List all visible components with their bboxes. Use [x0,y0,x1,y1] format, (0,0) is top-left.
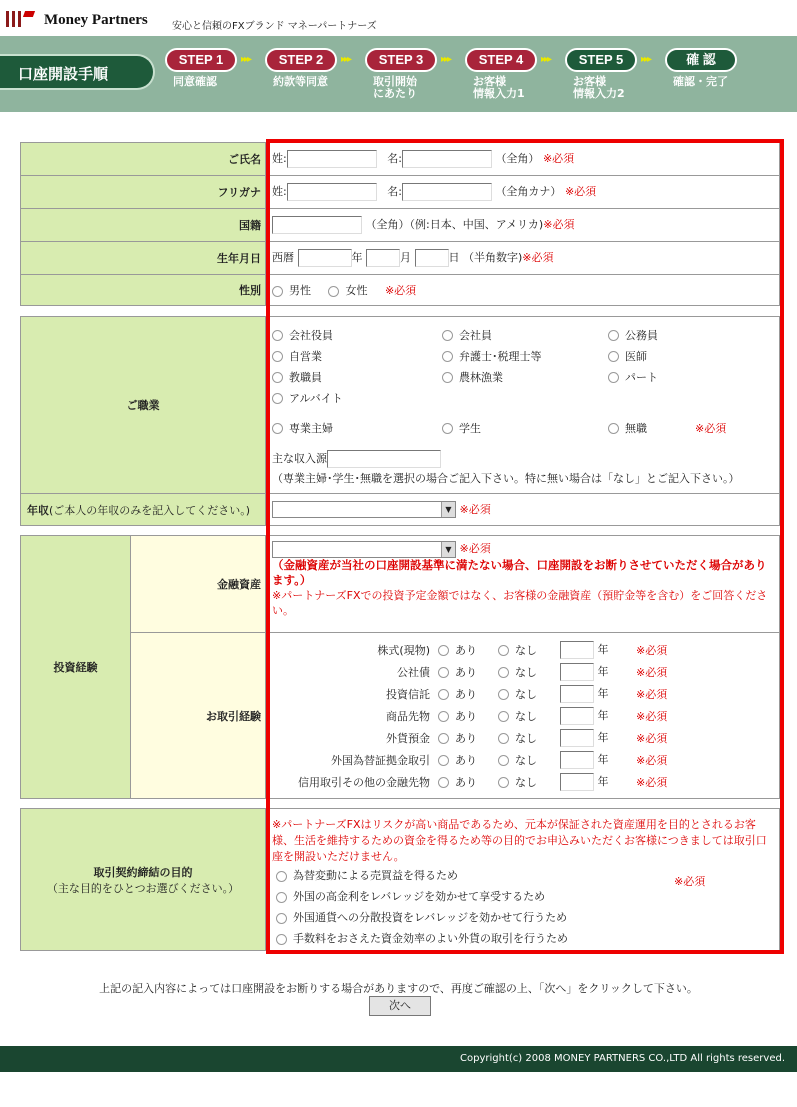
step-pill: 確 認 [665,48,737,72]
top-bar [0,0,797,36]
annual-income-title: 年収 [27,503,49,517]
kana-label: フリガナ [21,176,266,209]
option-label: あり [455,775,477,789]
experience-years-input[interactable] [560,729,594,747]
income-source-label: 主な収入源 [272,451,327,465]
birthdate-label: 生年月日 [21,242,266,275]
option-label: パート [625,370,658,384]
nationality-input[interactable] [272,216,362,234]
radio[interactable] [498,667,509,678]
option-label: 教職員 [289,370,322,384]
annual-income-label [21,494,266,526]
confirmation-note: 上記の記入内容によっては口座開設をお断りする場合がありますので、再度ご確認の上、「次へ」をクリックして下さい。 [99,982,698,995]
option-label: 外国通貨への分散投資をレバレッジを効かせて行うため [293,911,568,924]
experience-item: 信用取引その他の金融先物 [298,775,430,789]
radio[interactable] [438,689,449,700]
option-label: あり [455,753,477,767]
arrow-icon: ▸▸▸ [241,54,251,65]
occupation-option[interactable] [608,327,768,343]
radio[interactable] [276,934,287,945]
investment-table [20,535,780,799]
option-label: 女性 [345,284,368,297]
experience-row [266,661,773,683]
radio[interactable] [438,667,449,678]
radio[interactable] [438,711,449,722]
radio[interactable] [438,733,449,744]
option-label: アルバイト [289,391,343,405]
required-mark: ※必須 [636,731,668,745]
purpose-warning: ※パートナーズFXはリスクが高い商品であるため、元本が保証された資産運用を目的とされるお客様、生活を維持するための資金を得るため等の目的でお申込みいただくお客様につきましては取引口座を開設いただけません。 [272,818,767,863]
option-label: あり [455,731,477,745]
experience-yes-radio[interactable] [438,774,498,790]
step-label: お客様 情報入力2 [573,75,625,100]
experience-label: お取引経験 [131,633,266,799]
copyright: Copyright(c) 2008 MONEY PARTNERS CO.,LTD All rights reserved. [0,1046,797,1072]
year-label: 年 [597,708,609,722]
income-source-note: （専業主婦･学生･無職を選択の場合ご記入下さい。特に無い場合は「なし」とご記入下さい。） [272,471,740,485]
arrow-icon: ▸▸▸ [441,54,451,65]
experience-item: 外貨預金 [386,731,430,745]
step-2 [265,48,337,88]
radio[interactable] [438,777,449,788]
hint: （全角カナ） [495,185,562,198]
occupation-option[interactable] [608,348,768,364]
experience-row [266,639,773,661]
step-4 [465,48,537,100]
occupation-option[interactable] [272,369,442,385]
experience-row [266,705,773,727]
radio[interactable] [498,733,509,744]
experience-no-radio[interactable] [498,708,560,724]
experience-row [266,727,773,749]
step-navigation [0,36,797,112]
assets-warning: （金融資産が当社の口座開設基準に満たない場合、口座開設をお断りさせていただく場合があります。） [272,557,767,587]
radio[interactable] [272,372,283,383]
radio[interactable] [442,423,453,434]
required-mark: ※必須 [636,665,668,679]
option-label: 会社役員 [289,328,333,342]
radio[interactable] [442,351,453,362]
required-mark: ※必須 [542,152,575,165]
purpose-title: 取引契約締結の目的 [93,865,193,879]
required-mark: ※必須 [459,502,491,516]
assets-note: ※パートナーズFXでの投資予定金額ではなく、お客様の金融資産（預貯金等を含む）をご回答ください。 [272,588,768,617]
purpose-option[interactable] [272,928,773,949]
first-name-input[interactable] [402,150,492,168]
radio[interactable] [272,423,283,434]
experience-years [560,641,636,659]
step-label: 取引開始 にあたり [373,75,417,100]
option-label: 自営業 [289,349,322,363]
required-mark: ※必須 [636,709,668,723]
month-label: 月 [400,251,411,264]
last-name-kana-input[interactable] [287,183,377,201]
year-label: 年 [597,774,609,788]
required-mark: ※必須 [636,775,668,789]
birth-year-label: 年 [351,251,363,264]
experience-years [560,685,636,703]
option-label: なし [515,687,537,701]
option-label: 為替変動による売買益を得るため [293,869,458,882]
radio[interactable] [272,351,283,362]
experience-no-radio[interactable] [498,752,560,768]
mei-label: 名: [387,152,402,165]
option-label: 無職 [625,421,647,435]
investment-label: 投資経験 [21,536,131,799]
required-mark: ※必須 [543,218,575,231]
purpose-label [21,809,266,951]
year-label: 年 [597,664,609,678]
option-label: あり [455,709,477,723]
experience-item: 株式(現物) [377,643,430,657]
option-label: 専業主婦 [289,421,333,435]
procedure-title: 口座開設手順 [0,54,155,90]
mei-label: 名: [387,185,402,198]
step-label: 約款等同意 [273,75,328,88]
income-source-input[interactable] [327,450,441,468]
experience-years-input[interactable] [560,707,594,725]
option-label: なし [515,643,537,657]
experience-no-radio[interactable] [498,774,560,790]
hint: （全角） [495,152,540,165]
radio[interactable] [608,372,619,383]
arrow-icon: ▸▸▸ [641,54,651,65]
step-pill: STEP 1 [165,48,237,72]
option-label: あり [455,643,477,657]
step-6 [665,48,737,88]
option-label: 外国の高金利をレバレッジを効かせて享受するため [293,890,546,903]
experience-yes-radio[interactable] [438,730,498,746]
year-label: 年 [597,752,609,766]
radio[interactable] [272,330,283,341]
experience-yes-radio[interactable] [438,664,498,680]
required-mark: ※必須 [564,185,597,198]
chevron-down-icon: ▼ [441,542,455,557]
step-pill: STEP 3 [365,48,437,72]
step-label: お客様 情報入力1 [473,75,525,100]
occupation-option[interactable] [442,369,608,385]
radio[interactable] [498,777,509,788]
experience-years-input[interactable] [560,685,594,703]
required-mark: ※必須 [459,542,491,555]
experience-row [266,771,773,793]
assets-select[interactable] [272,541,456,558]
option-label: あり [455,665,477,679]
option-label: なし [515,709,537,723]
option-label: 学生 [459,421,481,435]
experience-row [266,749,773,771]
chevron-down-icon: ▼ [441,502,455,517]
option-label: 手数料をおさえた資金効率のよい外貨の取引を行うため [293,932,568,945]
experience-years-input[interactable] [560,641,594,659]
era-label: 西暦 [272,251,294,264]
year-label: 年 [597,686,609,700]
personal-info-table [20,142,780,306]
radio[interactable] [608,330,619,341]
required-mark: ※必須 [636,753,668,767]
gender-male-radio[interactable] [272,286,283,297]
tagline: 安心と信頼のFXブランド マネーパートナーズ [172,21,377,32]
radio[interactable] [276,913,287,924]
required-mark: ※必須 [522,251,554,264]
option-label: なし [515,731,537,745]
experience-item: 商品先物 [386,709,430,723]
option-label: 公務員 [625,328,658,342]
experience-years-input[interactable] [560,773,594,791]
experience-years-input[interactable] [560,663,594,681]
step-5 [565,48,637,100]
occupation-option[interactable] [608,369,768,385]
experience-item: 外国為替証拠金取引 [331,753,430,767]
required-mark: ※必須 [636,643,668,657]
purpose-option[interactable] [272,907,773,928]
logo-icon [6,9,40,29]
step-label: 同意確認 [173,75,217,88]
experience-years [560,751,636,769]
occupation-option[interactable] [442,327,608,343]
name-label: ご氏名 [21,143,266,176]
step-1 [165,48,237,88]
arrow-icon: ▸▸▸ [341,54,351,65]
hint: （全角）（例:日本、中国、アメリカ) [365,218,544,231]
experience-yes-radio[interactable] [438,642,498,658]
year-label: 年 [597,730,609,744]
radio[interactable] [272,393,283,404]
step-pill: STEP 2 [265,48,337,72]
option-label: 弁護士･税理士等 [459,349,542,363]
step-label: 確認・完了 [673,75,728,88]
option-label: 会社員 [459,328,492,342]
sei-label: 姓: [272,152,287,165]
option-label: なし [515,665,537,679]
experience-row [266,683,773,705]
sei-label: 姓: [272,185,287,198]
experience-no-radio[interactable] [498,730,560,746]
required-mark: ※必須 [384,284,417,297]
radio[interactable] [498,645,509,656]
radio[interactable] [608,351,619,362]
nationality-label: 国籍 [21,209,266,242]
birth-day-input[interactable] [415,249,449,267]
occupation-table [20,316,780,526]
occupation-option[interactable] [442,348,608,364]
experience-yes-radio[interactable] [438,708,498,724]
radio[interactable] [276,892,287,903]
arrow-icon: ▸▸▸ [541,54,551,65]
radio[interactable] [498,711,509,722]
birth-year-input[interactable] [298,249,352,267]
option-label: あり [455,687,477,701]
option-label: 男性 [289,284,311,297]
radio[interactable] [498,689,509,700]
occupation-option[interactable] [272,327,442,343]
year-label: 年 [597,642,609,656]
annual-income-select[interactable] [272,501,456,518]
experience-years [560,729,636,747]
radio[interactable] [276,871,287,882]
step-pill: STEP 5 [565,48,637,72]
radio[interactable] [608,423,619,434]
experience-item: 公社債 [397,665,430,679]
experience-item: 投資信託 [386,687,430,701]
step-3 [365,48,437,100]
occupation-option[interactable] [272,348,442,364]
radio[interactable] [438,645,449,656]
radio[interactable] [442,372,453,383]
day-label: 日 [448,251,460,264]
option-label: 医師 [625,349,647,363]
required-mark: ※必須 [636,687,668,701]
step-pill: STEP 4 [465,48,537,72]
purpose-option[interactable] [272,886,773,907]
assets-label: 金融資産 [131,536,266,633]
occupation-option[interactable] [608,420,768,436]
last-name-input[interactable] [287,150,377,168]
experience-years-input[interactable] [560,751,594,769]
annual-income-note: (ご本人の年収のみを記入してください。) [49,503,251,517]
required-mark: ※必須 [695,421,727,435]
experience-yes-radio[interactable] [438,752,498,768]
logo[interactable]: Money Partners [44,12,148,28]
option-label: 農林漁業 [459,370,503,384]
purpose-table [20,808,780,951]
gender-label: 性別 [21,275,266,306]
hint: （半角数字) [463,251,523,264]
occupation-option[interactable] [442,420,608,436]
occupation-label: ご職業 [21,317,266,494]
first-name-kana-input[interactable] [402,183,492,201]
purpose-subtitle: （主な目的をひとつお選びください。） [46,881,240,895]
option-label: なし [515,753,537,767]
experience-years [560,773,636,791]
occupation-option[interactable] [272,420,442,436]
experience-years [560,707,636,725]
experience-no-radio[interactable] [498,686,560,702]
option-label: なし [515,775,537,789]
gender-female-radio[interactable] [328,286,339,297]
radio[interactable] [498,755,509,766]
experience-no-radio[interactable] [498,642,560,658]
next-button[interactable]: 次へ [369,996,431,1016]
radio[interactable] [442,330,453,341]
birth-month-input[interactable] [366,249,400,267]
experience-no-radio[interactable] [498,664,560,680]
occupation-option[interactable] [272,390,442,406]
required-mark: ※必須 [674,875,706,888]
radio[interactable] [438,755,449,766]
experience-yes-radio[interactable] [438,686,498,702]
experience-years [560,663,636,681]
